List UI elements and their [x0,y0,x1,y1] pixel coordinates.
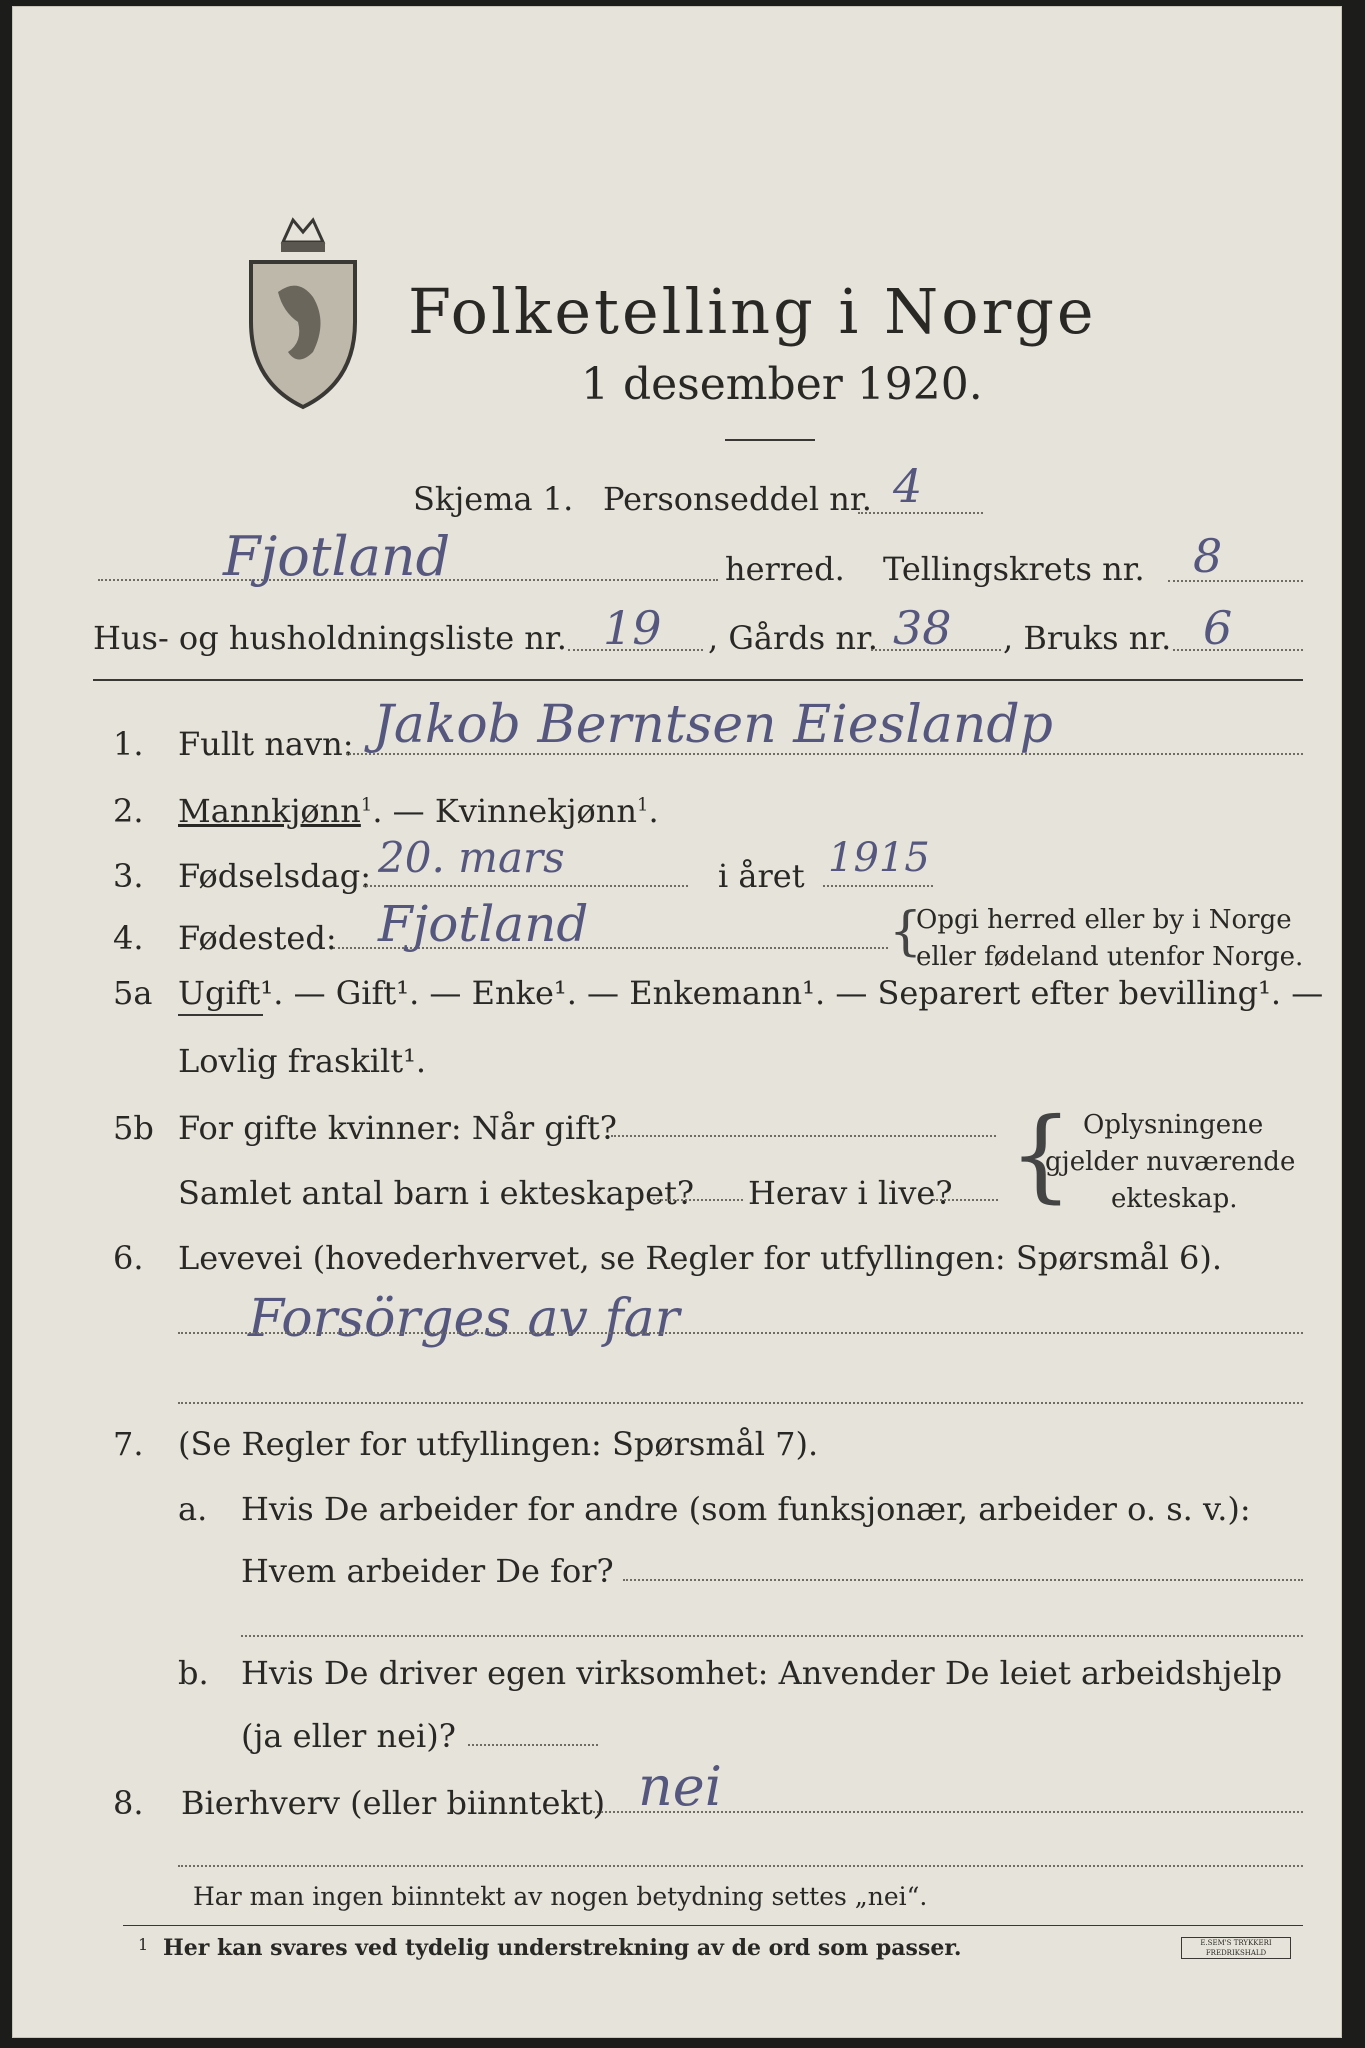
header-divider [93,679,1303,681]
q6-value: Forsörges av far [248,1289,680,1349]
q7a-field-line1 [623,1579,1303,1581]
q2-kvinne: Kvinnekjønn [434,792,637,830]
q2-end: . [648,792,659,830]
q5a-line2: Lovlig fraskilt¹. [178,1042,427,1080]
q3-year-value: 1915 [828,835,930,881]
q5a-ugift-underline [178,1014,263,1016]
q5b-field-line2b [933,1199,998,1201]
q2-mann: Mannkjønn [178,792,361,830]
q6-field-line2 [178,1402,1303,1404]
q4-note-line1: Opgi herred eller by i Norge [916,905,1292,935]
bruks-value: 6 [1203,601,1233,655]
q2-sep: . — [372,792,435,830]
q7a-number: a. [178,1490,208,1528]
gards-label: , Gårds nr. [708,619,878,657]
q7b-line2: (ja eller nei)? [241,1717,456,1755]
q4-label: Fødested: [178,919,337,957]
q4-note-line2: eller fødeland utenfor Norge. [916,942,1304,972]
q5b-note-line2: gjelder nuværende [1045,1147,1296,1177]
coat-of-arms-icon [243,202,363,412]
q5b-line2a: Samlet antal barn i ekteskapet? [178,1174,695,1212]
q2-mann-sup: 1 [360,794,373,816]
q3-label: Fødselsdag: [178,857,372,895]
q2-kvinne-sup: 1 [637,794,649,816]
tellingskrets-label: Tellingskrets nr. [883,550,1145,588]
q5a-line1: Ugift¹. — Gift¹. — Enke¹. — Enkemann¹. — Separert efter bevilling¹. — [178,974,1324,1012]
q3-value: 20. mars [378,833,565,882]
q5b-field-line2a [653,1199,743,1201]
q2-options [178,792,659,830]
q7-label: (Se Regler for utfyllingen: Spørsmål 7). [178,1425,819,1463]
skjema-label: Skjema 1. [413,480,574,518]
q5b-brace: { [1009,1096,1073,1213]
q6-field-line1 [178,1332,1303,1334]
q4-value: Fjotland [378,895,589,953]
q4-brace: { [889,902,923,962]
q7a-field-line2 [241,1635,1303,1637]
q7a-line2: Hvem arbeider De for? [241,1552,614,1590]
q3-field-line [363,885,688,887]
q7b-field-line [468,1744,598,1746]
printer-stamp: E.SEM'S TRYKKERI FREDRIKSHALD [1181,1937,1291,1959]
q5b-line1: For gifte kvinner: Når gift? [178,1109,617,1147]
title-divider [725,439,815,441]
q5b-line2b: Herav i live? [748,1174,953,1212]
q7b-number: b. [178,1654,209,1692]
personseddel-label: Personseddel nr. [603,480,872,518]
q8-value: nei [638,1755,723,1818]
q8-label: Bierhverv (eller biinntekt) [181,1784,606,1822]
form-date: 1 desember 1920. [581,359,983,410]
q3-year-field-line [823,885,933,887]
q5b-number: 5b [113,1109,154,1147]
q3-number: 3. [113,857,144,895]
q6-number: 6. [113,1239,144,1277]
q1-label: Fullt navn: [178,725,354,763]
q6-label: Levevei (hovederhvervet, se Regler for utfyllingen: Spørsmål 6). [178,1239,1223,1277]
q8-number: 8. [113,1784,144,1822]
q4-number: 4. [113,919,144,957]
personseddel-value: 4 [893,459,923,513]
herred-label: herred. [725,550,845,588]
tellingskrets-field-line [1168,580,1303,582]
q1-value: Jakob Berntsen Eieslandp [373,695,1053,755]
q5b-field-line1 [611,1135,996,1137]
bruks-label: , Bruks nr. [1003,619,1172,657]
q3-year-label: i året [718,857,805,895]
bruks-field-line [1173,649,1303,651]
q7a-line1: Hvis De arbeider for andre (som funksjonær, arbeider o. s. v.): [241,1490,1251,1528]
census-form-sheet [12,6,1342,2038]
q7b-line1: Hvis De driver egen virksomhet: Anvender De leiet arbeidshjelp [241,1654,1283,1692]
footnote-number: 1 [138,1935,149,1954]
footer-note: Har man ingen biinntekt av nogen betydning settes „nei“. [193,1882,928,1911]
tellingskrets-value: 8 [1193,529,1223,583]
q8-field-line2 [178,1865,1303,1867]
footnote-text: Her kan svares ved tydelig understrekning av de ord som passer. [163,1935,962,1961]
q5b-note-line1: Oplysningene [1083,1110,1264,1140]
footer-divider [123,1925,1303,1926]
q1-number: 1. [113,725,144,763]
q5b-note-line3: ekteskap. [1111,1184,1238,1214]
hus-label: Hus- og husholdningsliste nr. [93,619,567,657]
hus-value: 19 [603,601,662,655]
gards-value: 38 [893,601,952,655]
q5a-number: 5a [113,974,153,1012]
form-title: Folketelling i Norge [408,275,1097,348]
herred-value: Fjotland [223,525,451,588]
q2-number: 2. [113,792,144,830]
q7-number: 7. [113,1425,144,1463]
